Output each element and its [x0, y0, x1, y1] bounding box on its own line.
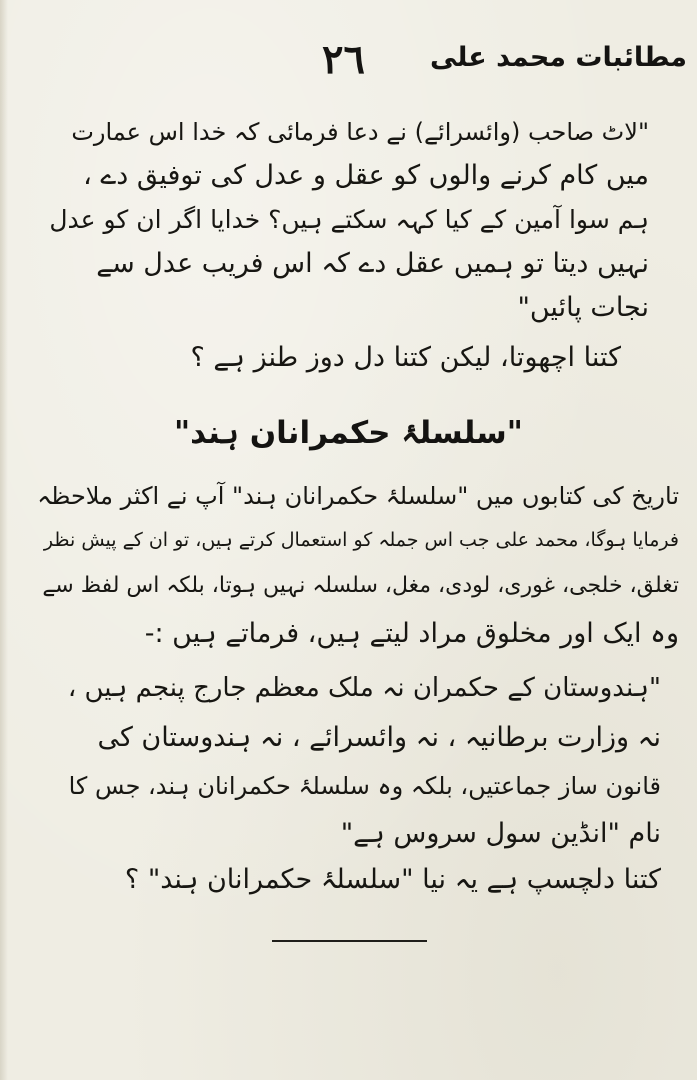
quote-line-4: نام "انڈین سول سروس ہے" — [340, 818, 661, 849]
body-line-6: کتنا اچھوتا، لیکن کتنا دل دوز طنز ہے ؟ — [190, 342, 621, 373]
body2-line-1: تاریخ کی کتابوں میں "سلسلۂ حکمرانان ہند" آپ نے اکثر ملاحظہ — [37, 482, 679, 510]
page-edge-shadow — [0, 0, 8, 1080]
body-line-1: "لاٹ صاحب (وائسرائے) نے دعا فرمائی کہ خدا اس عمارت — [71, 118, 649, 146]
section-heading: "سلسلۂ حکمرانان ہند" — [174, 415, 523, 451]
body2-line-3: تغلق، خلجی، غوری، لودی، مغل، سلسلہ نہیں ہوتا، بلکہ اس لفظ سے — [42, 573, 679, 598]
closing-line: کتنا دلچسپ ہے یہ نیا "سلسلۂ حکمرانان ہند" ؟ — [124, 864, 661, 895]
running-title: مطائبات محمد علی — [429, 42, 687, 73]
quote-line-2: نہ وزارت برطانیہ ، نہ وائسرائے ، نہ ہندوستان کی — [97, 722, 661, 753]
body2-line-4: وہ ایک اور مخلوق مراد لیتے ہیں، فرماتے ہیں :- — [144, 618, 679, 649]
body-line-5: نجات پائیں" — [517, 292, 649, 323]
page-number: ٢٦ — [322, 36, 365, 83]
body-line-4: نہیں دیتا تو ہمیں عقل دے کہ اس فریب عدل سے — [96, 248, 649, 279]
body2-line-2: فرمایا ہوگا، محمد علی جب اس جملہ کو استعمال کرتے ہیں، تو ان کے پیش نظر — [43, 529, 679, 551]
page-header — [0, 28, 697, 98]
end-divider — [272, 940, 427, 942]
quote-line-1: "ہندوستان کے حکمران نہ ملک معظم جارج پنجم ہیں ، — [67, 673, 661, 703]
body-line-2: میں کام کرنے والوں کو عقل و عدل کی توفیق دے ، — [83, 160, 649, 191]
body-line-3: ہم سوا آمین کے کیا کہہ سکتے ہیں؟ خدایا اگر ان کو عدل — [49, 205, 649, 234]
quote-line-3: قانون ساز جماعتیں، بلکہ وہ سلسلۂ حکمرانان ہند، جس کا — [68, 772, 661, 800]
